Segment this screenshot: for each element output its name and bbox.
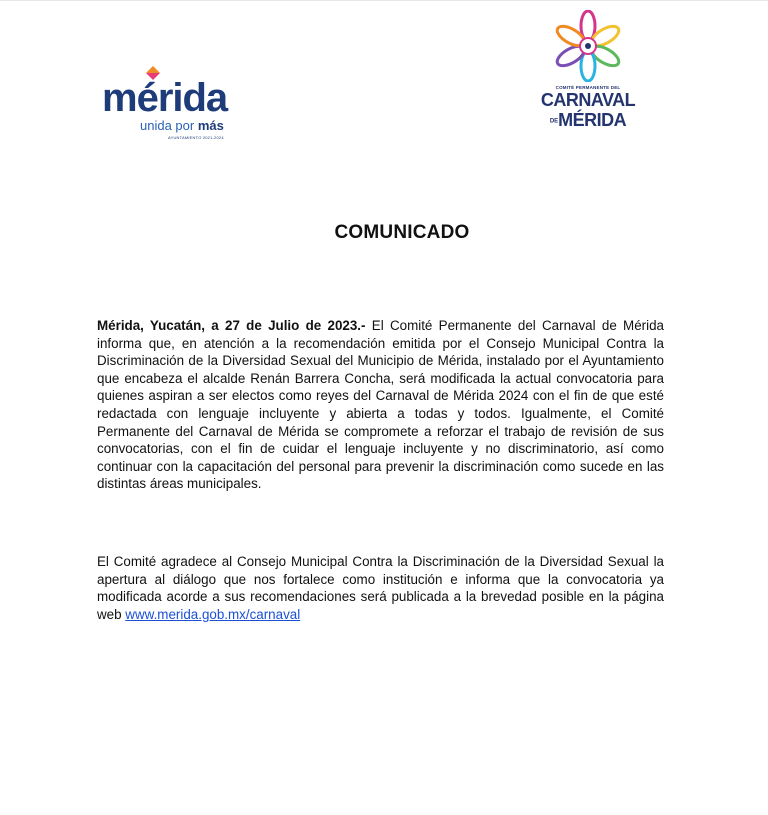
carnaval-wordmark-line2: MÉRIDA xyxy=(558,110,627,130)
carnaval-wordmark-de: DE xyxy=(549,118,559,125)
carnaval-wordmark-line1: CARNAVAL xyxy=(540,90,636,110)
merida-tagline xyxy=(140,119,224,133)
paragraph-2-body: El Comité agradece al Consejo Municipal Contra la Discriminación de la Diversidad Sexual la apertura al diálogo que nos fortalece como institución e informa que la convocatoria ya modificada acorde a sus recomendaciones será publicada a la brevedad posible en la página web xyxy=(97,554,664,622)
carnaval-committee-label: COMITÉ PERMANENTE DEL xyxy=(555,85,621,90)
merida-wordmark: mérida xyxy=(102,76,228,120)
paragraph-2 xyxy=(97,553,664,623)
merida-logo xyxy=(102,64,242,144)
merida-admin-label: AYUNTAMIENTO 2021-2024 xyxy=(168,135,224,140)
paragraph-1 xyxy=(97,317,664,493)
carnaval-website-link[interactable]: www.merida.gob.mx/carnaval xyxy=(125,606,301,622)
document-title: COMUNICADO xyxy=(334,222,470,243)
carnaval-wordmark xyxy=(536,90,640,131)
merida-tagline-prefix: unida por xyxy=(140,118,198,133)
paragraph-1-dateline: Mérida, Yucatán, a 27 de Julio de 2023.- xyxy=(97,318,366,333)
carnaval-flower-icon xyxy=(551,10,625,82)
paragraph-1-body: El Comité Permanente del Carnaval de Mérida informa que, en atención a la recomendación emitida por el Consejo Municipal Contra la Discriminación de la Diversidad Sexual del Municipio de Mérida, instalado por el Ayuntamiento que encabeza el alcalde Renán Barrera Concha, será modificada la actual convocatoria para quienes aspiran a ser electos como reyes del Carnaval de Mérida 2024 con el fin de que esté redactada con lenguaje incluyente y abierta a todas y todos. Igualmente, el Comité Permanente del Carnaval de Mérida se compromete a reforzar el trabajo de revisión de sus convocatorias, con el fin de cuidar el lenguaje incluyente y no discriminatorio, así como continuar con la capacitación del personal para prevenir la discriminación como sucede en las distintas áreas municipales. xyxy=(97,318,664,492)
merida-tagline-strong: más xyxy=(197,118,224,133)
carnaval-logo xyxy=(536,10,640,130)
carnaval-wordmark-line2-wrap xyxy=(536,110,640,131)
